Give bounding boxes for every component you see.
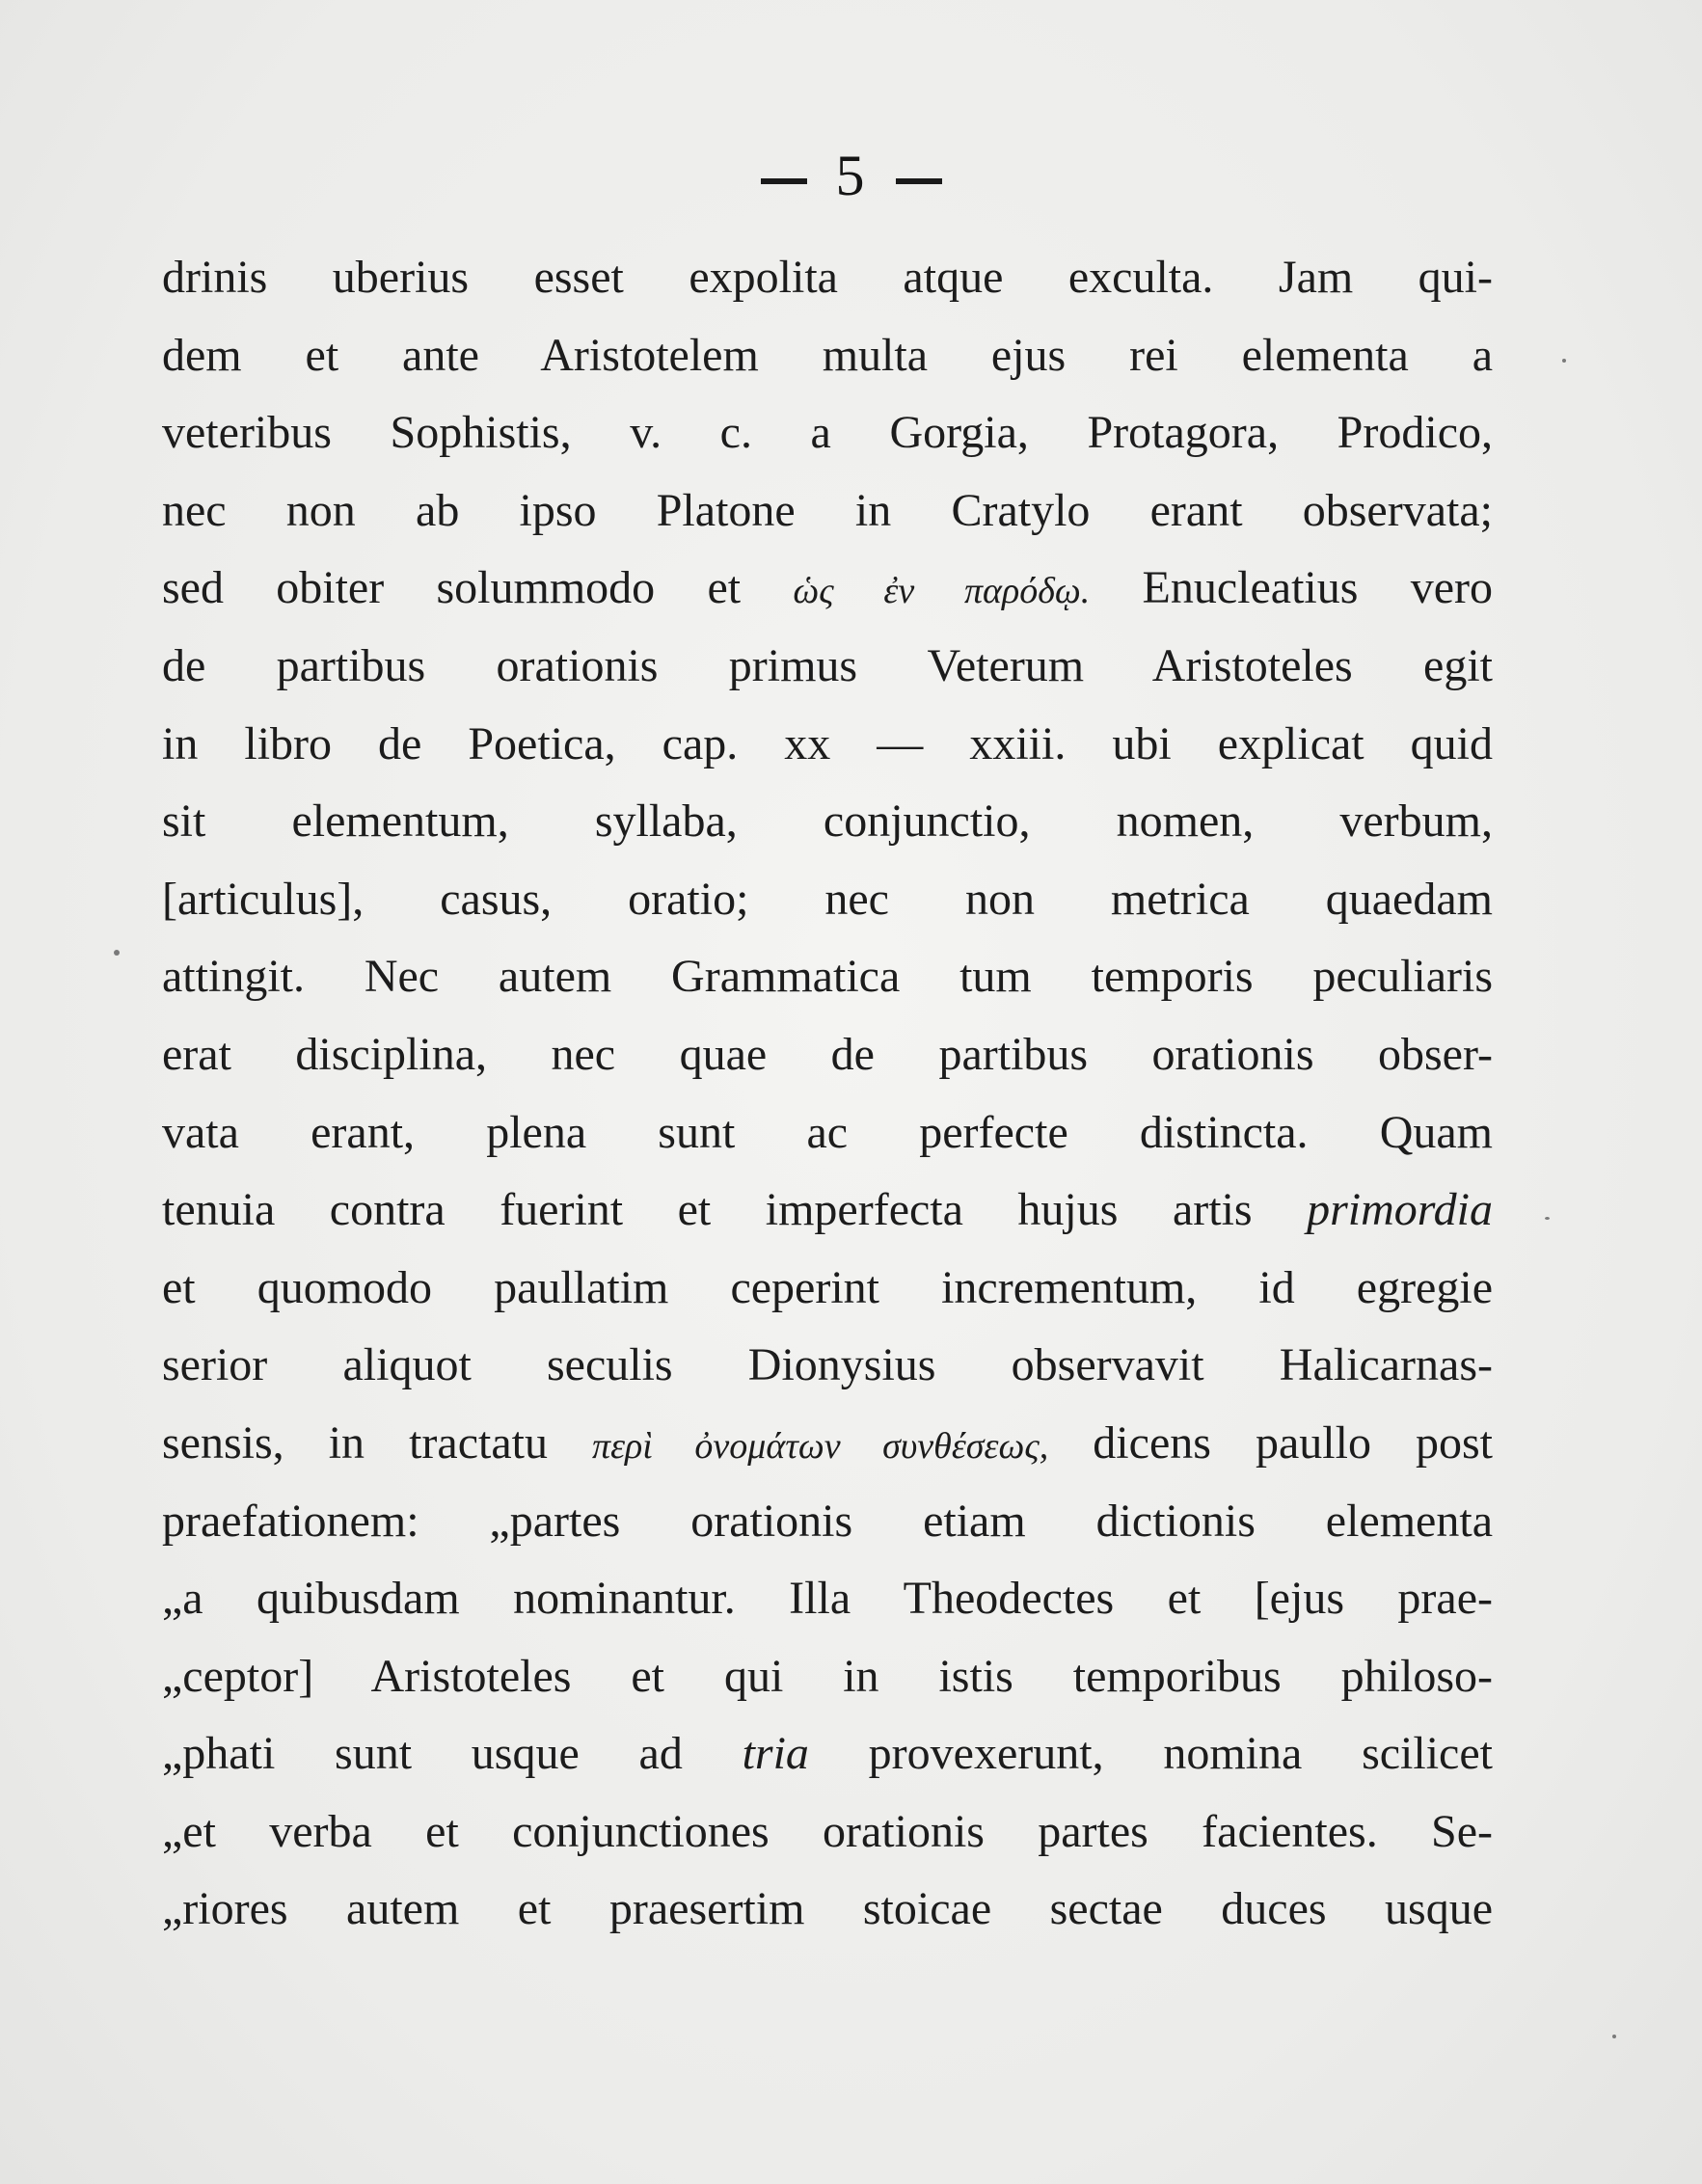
text-line: erat disciplina, nec quae de partibus orationis obser-	[162, 1028, 1493, 1080]
page-number: 5	[835, 144, 867, 207]
paper-speck	[1612, 2035, 1616, 2038]
text-line: serior aliquot seculis Dionysius observavit Halicarnas-	[162, 1339, 1493, 1391]
italic-word: primordia	[1307, 1184, 1493, 1236]
italic-word: tria	[742, 1728, 809, 1780]
text-line: nec non ab ipso Platone in Cratylo erant observata;	[162, 484, 1493, 536]
text-line: „riores autem et praesertim stoicae sectae duces usque	[162, 1883, 1493, 1935]
paper-speck	[1562, 359, 1566, 363]
left-dash	[761, 178, 807, 184]
text-line: de partibus orationis primus Veterum Aristoteles egit	[162, 639, 1493, 691]
right-dash	[896, 178, 942, 184]
text-line: dem et ante Aristotelem multa ejus rei elementa a	[162, 329, 1493, 381]
text-line: „ceptor] Aristoteles et qui in istis temporibus philoso-	[162, 1650, 1493, 1702]
text-line: „phati sunt usque ad tria provexerunt, nomina scilicet	[162, 1728, 1493, 1780]
greek-phrase: περὶ ὀνομάτων συνθέσεως,	[592, 1425, 1049, 1467]
text-line: attingit. Nec autem Grammatica tum temporis peculiaris	[162, 951, 1493, 1003]
text-line: vata erant, plena sunt ac perfecte distincta. Quam	[162, 1106, 1493, 1158]
text-line: [articulus], casus, oratio; nec non metrica quaedam	[162, 873, 1493, 925]
page-number-header	[0, 143, 1702, 209]
paper-speck	[114, 950, 120, 956]
text-line: tenuia contra fuerint et imperfecta hujus artis primordia	[162, 1184, 1493, 1236]
body-text	[162, 239, 1493, 1949]
text-line: „a quibusdam nominantur. Illa Theodectes et [ejus prae-	[162, 1573, 1493, 1625]
text-line: in libro de Poetica, cap. xx — xxiii. ubi explicat quid	[162, 717, 1493, 769]
paper-speck	[1545, 1217, 1550, 1220]
text-line: sensis, in tractatu περὶ ὀνομάτων συνθέσεως, dicens paullo post	[162, 1416, 1493, 1469]
text-line: veteribus Sophistis, v. c. a Gorgia, Protagora, Prodico,	[162, 407, 1493, 459]
text-line: drinis uberius esset expolita atque exculta. Jam qui-	[162, 252, 1493, 303]
greek-phrase: ὡς ἐν παρόδῳ.	[793, 571, 1091, 612]
text-line: „et verba et conjunctiones orationis partes facientes. Se-	[162, 1805, 1493, 1857]
text-line: et quomodo paullatim ceperint incrementum, id egregie	[162, 1261, 1493, 1313]
text-line: praefationem: „partes orationis etiam dictionis elementa	[162, 1495, 1493, 1547]
text-line: sit elementum, syllaba, conjunctio, nomen, verbum,	[162, 795, 1493, 848]
text-line: sed obiter solummodo et ὡς ἐν παρόδῳ. Enucleatius vero	[162, 562, 1493, 614]
